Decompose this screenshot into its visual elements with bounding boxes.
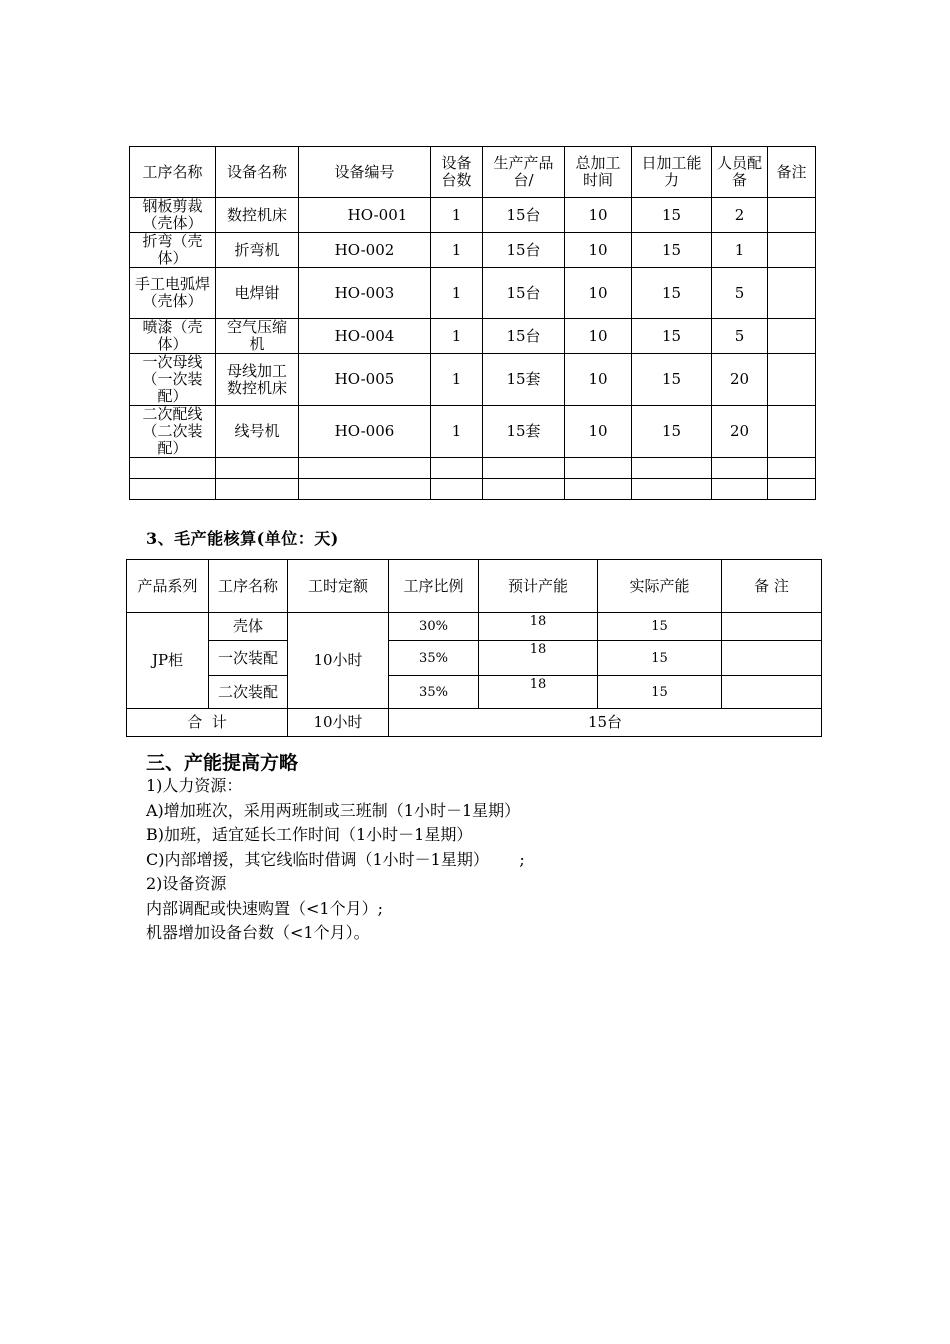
list-item: 机器增加设备台数（<1个月）。	[146, 923, 370, 942]
equipment-name-cell: 电焊钳	[216, 268, 299, 319]
list-item: B)加班，适宜延长工作时间（1小时－1星期）	[146, 825, 473, 844]
remarks-cell	[722, 641, 822, 676]
header-work-hour-quota: 工时定额	[288, 560, 389, 613]
list-item: A)增加班次，采用两班制或三班制（1小时－1星期）	[146, 800, 521, 820]
total-label: 合 计	[127, 709, 288, 737]
header-daily-capacity: 日加工能力	[632, 147, 712, 198]
products-cell: 15台	[483, 233, 565, 268]
table-row	[127, 641, 822, 676]
products-cell: 15台	[483, 268, 565, 319]
header-equipment-code: 设备编号	[299, 147, 431, 198]
total-hours-cell: 10	[565, 233, 632, 268]
equipment-count-cell: 1	[431, 233, 483, 268]
equipment-table	[129, 146, 816, 500]
equipment-code-cell: HO-006	[299, 406, 431, 458]
table-row	[130, 319, 816, 354]
daily-capacity-cell: 15	[632, 268, 712, 319]
header-equipment-name: 设备名称	[216, 147, 299, 198]
process-name-cell: 二次配线（二次装配）	[130, 406, 216, 458]
process-name-cell: 一次母线（一次装配）	[130, 354, 216, 406]
empty-table-row	[130, 479, 816, 500]
products-cell: 15套	[483, 354, 565, 406]
staffing-cell: 2	[712, 198, 768, 233]
expected-capacity-cell: 18	[479, 613, 598, 641]
staffing-cell: 5	[712, 268, 768, 319]
header-equipment-count: 设备台数	[431, 147, 483, 198]
equipment-count-cell: 1	[431, 319, 483, 354]
empty-table-row	[130, 458, 816, 479]
table-row	[130, 198, 816, 233]
process-name-cell: 钢板剪裁（壳体）	[130, 198, 216, 233]
expected-capacity-cell: 18	[479, 641, 598, 676]
daily-capacity-cell: 15	[632, 354, 712, 406]
total-hours-cell: 10	[565, 354, 632, 406]
expected-capacity-cell: 18	[479, 676, 598, 709]
equipment-count-cell: 1	[431, 406, 483, 458]
strategy-list	[146, 774, 525, 946]
daily-capacity-cell: 15	[632, 406, 712, 458]
process-name-cell: 手工电弧焊（壳体）	[130, 268, 216, 319]
table-row	[130, 268, 816, 319]
staffing-cell: 20	[712, 406, 768, 458]
product-series-cell: JP柜	[127, 613, 209, 709]
remarks-cell	[768, 233, 816, 268]
capacity-header-row	[127, 560, 822, 613]
table-row	[130, 406, 816, 458]
list-item: 内部调配或快速购置（<1个月）;	[146, 898, 383, 918]
list-item: 1)人力资源：	[146, 776, 243, 795]
table-row	[127, 676, 822, 709]
list-item: C)内部增援，其它线临时借调（1小时－1星期） ;	[146, 849, 525, 869]
equipment-code-cell: HO-004	[299, 319, 431, 354]
actual-capacity-cell: 15	[598, 613, 722, 641]
remarks-cell	[768, 268, 816, 319]
process-name-cell: 折弯（壳体）	[130, 233, 216, 268]
capacity-heading: 3、毛产能核算(单位：天)	[146, 529, 339, 548]
work-hours-cell: 10小时	[288, 613, 389, 709]
daily-capacity-cell: 15	[632, 233, 712, 268]
staffing-cell: 1	[712, 233, 768, 268]
total-hours-cell: 10	[565, 406, 632, 458]
header-actual-capacity: 实际产能	[598, 560, 722, 613]
header-total-hours: 总加工时间	[565, 147, 632, 198]
actual-capacity-cell: 15	[598, 676, 722, 709]
ratio-cell: 30%	[389, 613, 479, 641]
header-product-series: 产品系列	[127, 560, 209, 613]
equipment-code-cell: HO-001	[299, 198, 431, 233]
list-item: 2)设备资源	[146, 874, 227, 893]
equipment-name-cell: 折弯机	[216, 233, 299, 268]
equipment-code-cell: HO-005	[299, 354, 431, 406]
total-row	[127, 709, 822, 737]
ratio-cell: 35%	[389, 641, 479, 676]
total-hours-cell: 10	[565, 268, 632, 319]
equipment-count-cell: 1	[431, 268, 483, 319]
header-staffing: 人员配备	[712, 147, 768, 198]
equipment-count-cell: 1	[431, 198, 483, 233]
equipment-name-cell: 线号机	[216, 406, 299, 458]
remarks-cell	[722, 613, 822, 641]
capacity-table	[126, 559, 822, 737]
remarks-cell	[768, 198, 816, 233]
equipment-name-cell: 空气压缩机	[216, 319, 299, 354]
header-process-name: 工序名称	[130, 147, 216, 198]
process-name-cell: 喷漆（壳体）	[130, 319, 216, 354]
products-cell: 15台	[483, 319, 565, 354]
table-row	[130, 354, 816, 406]
section-heading: 三、产能提高方略	[146, 752, 299, 774]
process-name-cell: 壳体	[209, 613, 288, 641]
ratio-cell: 35%	[389, 676, 479, 709]
table-row	[127, 613, 822, 641]
header-process-ratio: 工序比例	[389, 560, 479, 613]
equipment-count-cell: 1	[431, 354, 483, 406]
daily-capacity-cell: 15	[632, 198, 712, 233]
total-hours-cell: 10	[565, 319, 632, 354]
total-output-cell: 15台	[389, 709, 822, 737]
process-name-cell: 二次装配	[209, 676, 288, 709]
header-remarks: 备注	[768, 147, 816, 198]
products-cell: 15台	[483, 198, 565, 233]
actual-capacity-cell: 15	[598, 641, 722, 676]
staffing-cell: 5	[712, 319, 768, 354]
header-products-per-unit: 生产产品台/	[483, 147, 565, 198]
table-row	[130, 233, 816, 268]
total-hours-cell: 10	[565, 198, 632, 233]
header-process-name: 工序名称	[209, 560, 288, 613]
remarks-cell	[768, 319, 816, 354]
daily-capacity-cell: 15	[632, 319, 712, 354]
equipment-header-row	[130, 147, 816, 198]
remarks-cell	[768, 354, 816, 406]
remarks-cell	[722, 676, 822, 709]
staffing-cell: 20	[712, 354, 768, 406]
products-cell: 15套	[483, 406, 565, 458]
header-remarks: 备 注	[722, 560, 822, 613]
process-name-cell: 一次装配	[209, 641, 288, 676]
remarks-cell	[768, 406, 816, 458]
equipment-name-cell: 数控机床	[216, 198, 299, 233]
equipment-code-cell: HO-003	[299, 268, 431, 319]
header-expected-capacity: 预计产能	[479, 560, 598, 613]
equipment-code-cell: HO-002	[299, 233, 431, 268]
total-hours-cell: 10小时	[288, 709, 389, 737]
equipment-name-cell: 母线加工数控机床	[216, 354, 299, 406]
